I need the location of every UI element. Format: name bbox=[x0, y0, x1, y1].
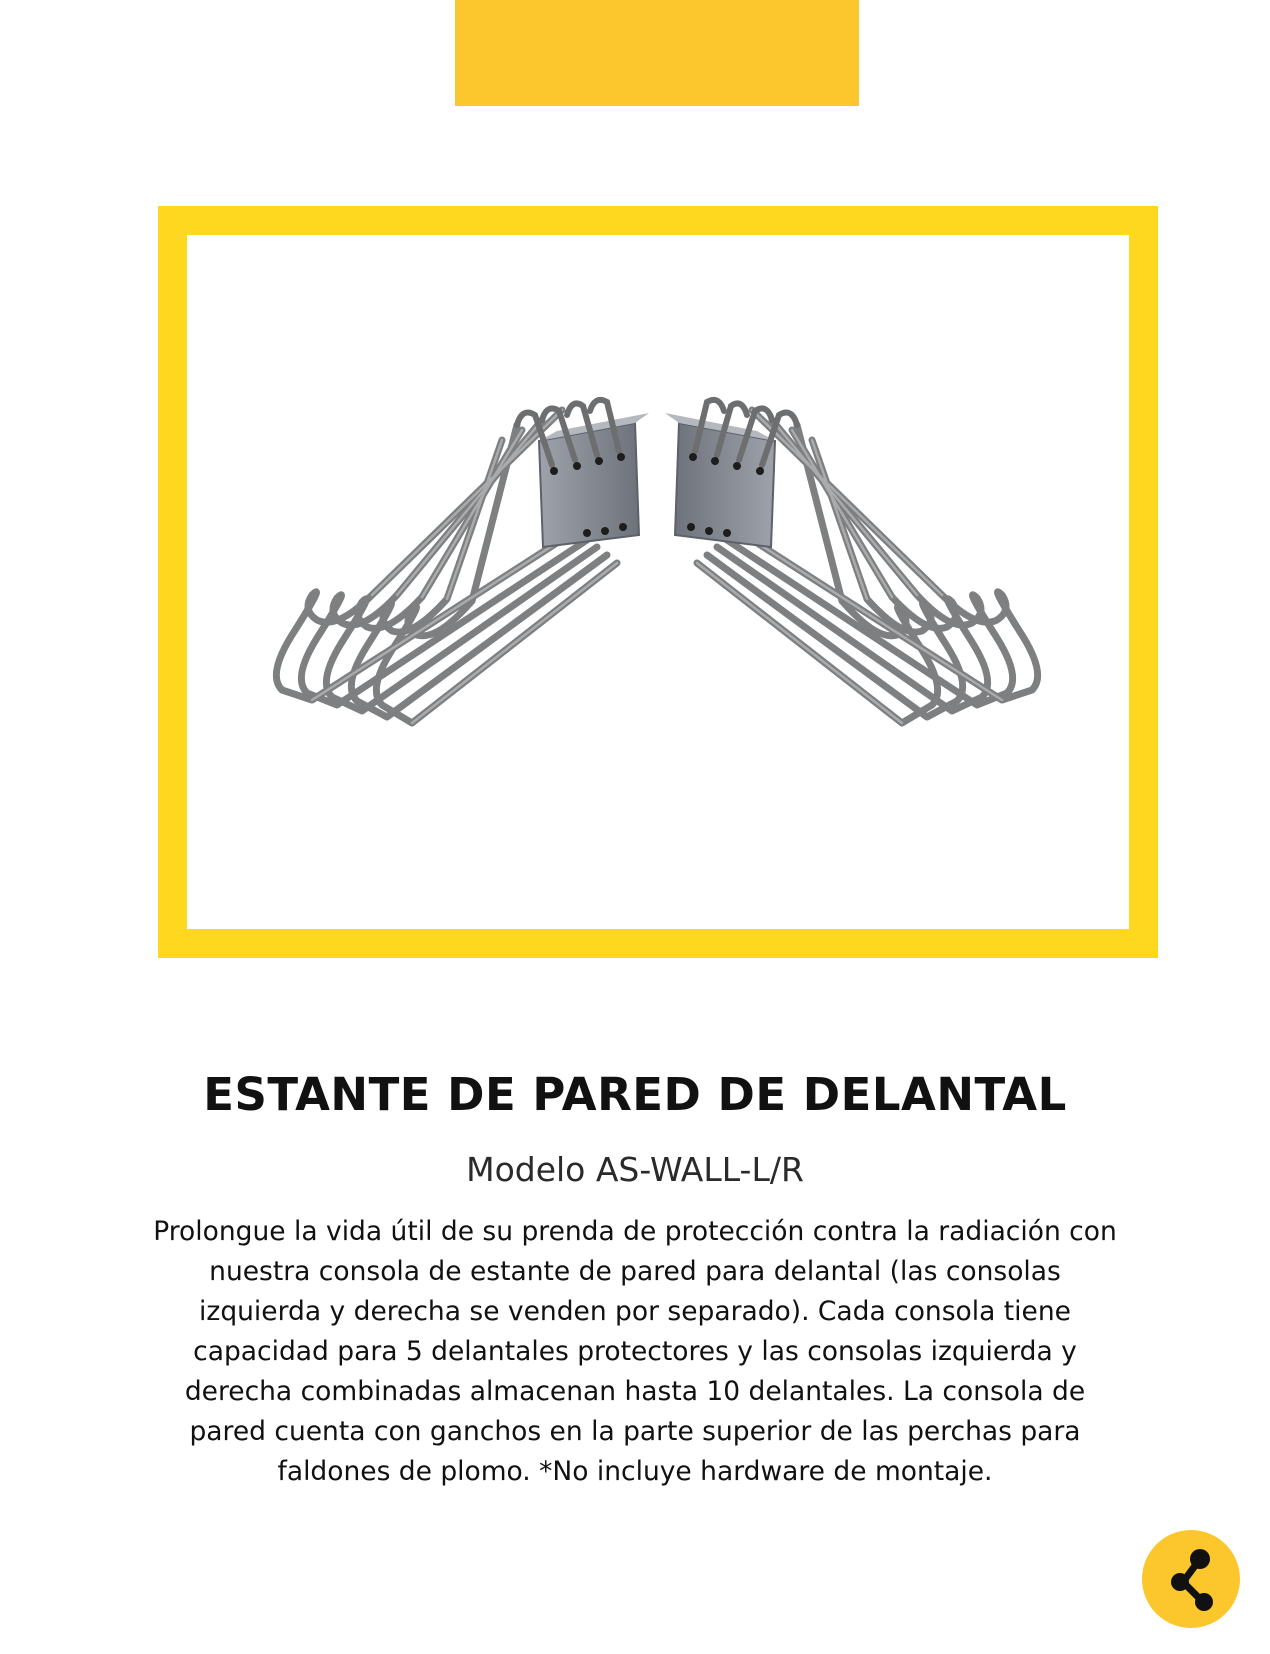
product-description: Prolongue la vida útil de su prenda de protección contra la radiación con nuestra consola de estante de pared para delantal (las consolas izquierda y derecha se venden por separado). Cada consola tiene capacidad para 5 delantales protectores y las consolas izquierda y derecha combinadas almacenan hasta 10 delantales. La consola de pared cuenta con ganchos en la parte superior de las perchas para faldones de plomo. *No incluye hardware de montaje. bbox=[153, 1216, 1117, 1487]
left-rack bbox=[276, 400, 649, 723]
share-button[interactable] bbox=[1142, 1530, 1240, 1628]
product-model: Modelo AS-WALL-L/R bbox=[466, 1150, 804, 1189]
product-title: ESTANTE DE PARED DE DELANTAL bbox=[203, 1068, 1067, 1121]
share-icon bbox=[1142, 1530, 1240, 1628]
product-photo bbox=[187, 235, 1129, 929]
right-rack bbox=[665, 400, 1038, 723]
product-image-frame bbox=[158, 206, 1158, 958]
header-accent-tab bbox=[455, 0, 859, 106]
